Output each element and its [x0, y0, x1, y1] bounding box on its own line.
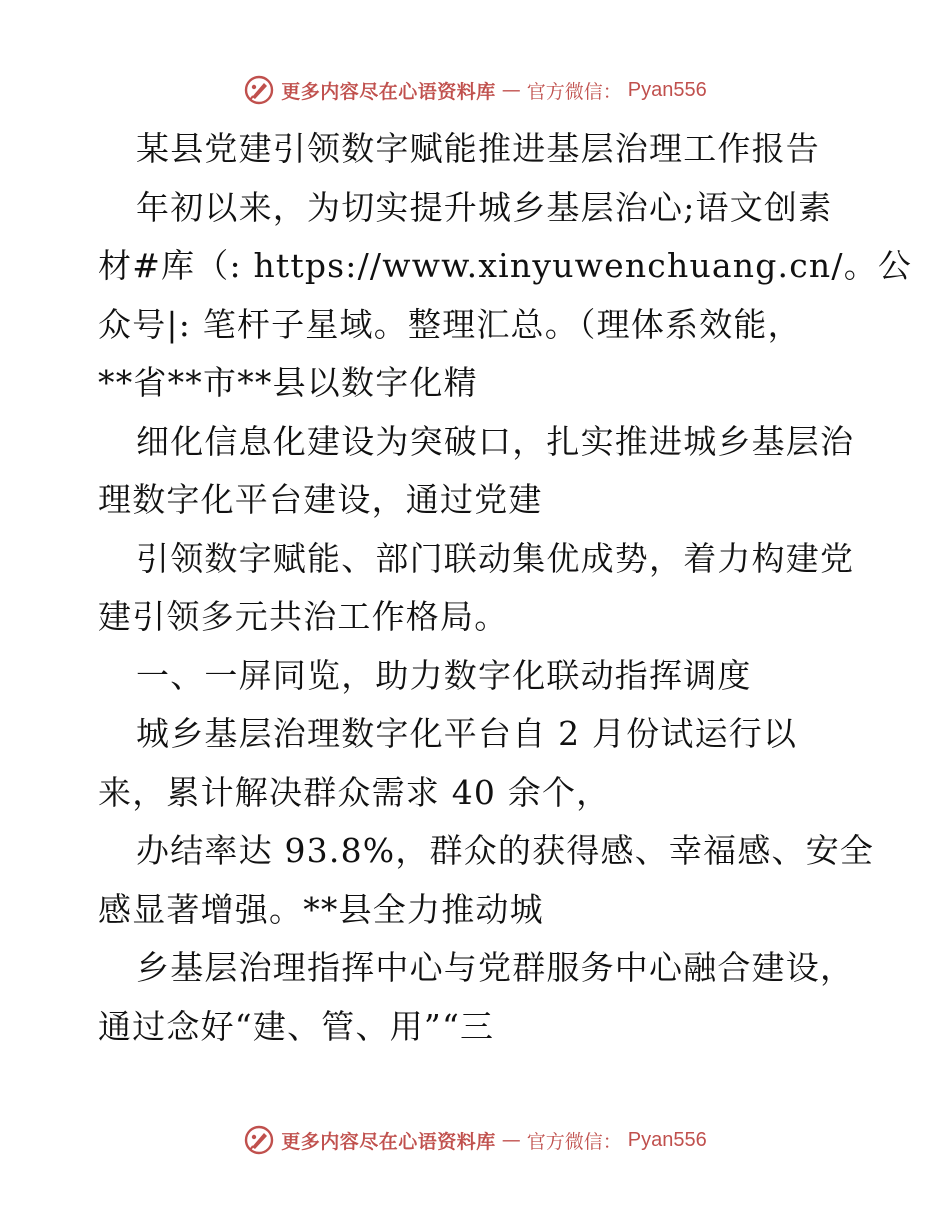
document-line: 细化信息化建设为突破口，扎实推进城乡基层治 [136, 421, 855, 461]
banner-dash: — [501, 79, 521, 101]
document-line: **省**市**县以数字化精 [98, 363, 478, 402]
document-line: 乡基层治理指挥中心与党群服务中心融合建设， [136, 948, 855, 987]
footer-wechat-id: Pyan556 [627, 1128, 707, 1151]
footer-banner [0, 1120, 950, 1160]
document-line: 年初以来，为切实提升城乡基层治心;语文创素 [136, 187, 833, 227]
header-banner [0, 70, 950, 110]
banner-wechat-label: 官方微信： [526, 80, 622, 103]
document-body [98, 120, 913, 1056]
banner-brand-text: 更多内容尽在心语资料库 [281, 80, 496, 103]
footer-brand-text: 更多内容尽在心语资料库 [281, 1130, 496, 1153]
document-line: 众号|: 笔杆子星域。整理汇总。（理体系效能， [98, 304, 802, 344]
document-line: 来，累计解决群众需求 40 余个， [98, 772, 611, 812]
footer-dash: — [501, 1129, 521, 1151]
document-line: 某县党建引领数字赋能推进基层治理工作报告 [136, 129, 820, 168]
document-line: 建引领多元共治工作格局。 [98, 597, 509, 636]
footer-wechat-label: 官方微信： [526, 1130, 622, 1153]
quill-logo-icon [243, 74, 275, 106]
document-line: 城乡基层治理数字化平台自 2 月份试运行以 [136, 714, 798, 753]
banner-wechat-id: Pyan556 [627, 78, 707, 101]
document-line: 办结率达 93.8%，群众的获得感、幸福感、安全 [136, 831, 875, 870]
quill-logo-icon [243, 1124, 275, 1156]
document-line: 通过念好“建、管、用”“三 [98, 1006, 495, 1046]
document-line: 感显著增强。**县全力推动城 [98, 889, 544, 929]
document-line: 一、一屏同览，助力数字化联动指挥调度 [136, 655, 752, 695]
document-line: 理数字化平台建设，通过党建 [98, 480, 543, 519]
document-line: 材#库（: https://www.xinyuwenchuang.cn/。公 [98, 246, 913, 285]
document-line: 引领数字赋能、部门联动集优成势，着力构建党 [136, 538, 855, 578]
